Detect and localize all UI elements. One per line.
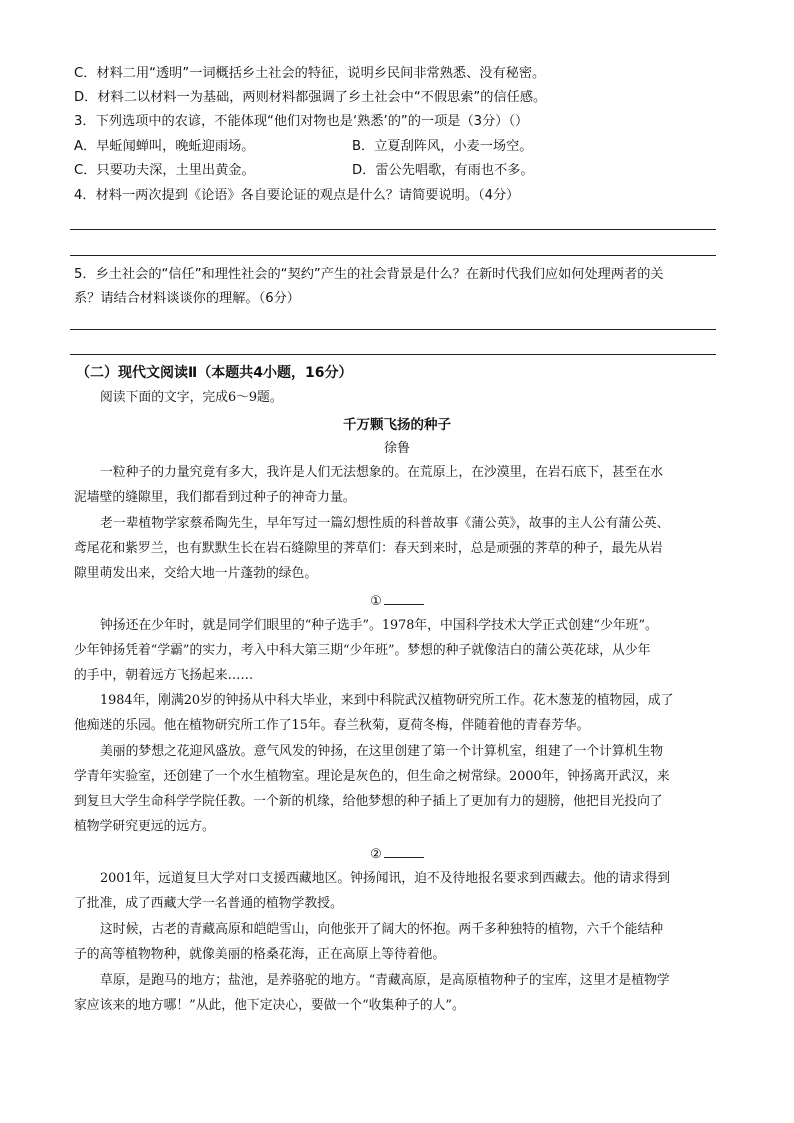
question-3-option-a: A．早蚯闻蝉叫，晚蚯迎雨场。 (74, 139, 255, 154)
question-3-option-c: C．只要功夫深，土里出黄金。 (74, 163, 255, 178)
paragraph-line: 了批准，成了西藏大学一名普通的植物学教授。 (74, 896, 343, 911)
paragraph-line: 少年钟扬凭着“学霸”的实力，考入中科大第三期“少年班”。梦想的种子就像洁白的蒲公英花球，从少年 (74, 643, 651, 658)
answer-line (70, 329, 716, 330)
question-4-stem: 4．材料一两次提到《论语》各自要论证的观点是什么？请简要说明。（4分） (74, 188, 520, 203)
paragraph-line: 隙里萌发出来，交给大地一片蓬勃的绿色。 (74, 566, 318, 581)
subheading-1 (0, 590, 794, 609)
paragraph-line: 鸢尾花和紫罗兰，也有默默生长在岩石缝隙里的荠草们：春天到来时，总是顽强的荠草的种子，最先从岩 (74, 541, 663, 556)
question-3-option-d: D．雷公先唱歌，有雨也不多。 (352, 163, 534, 178)
paragraph-line: 的手中，朝着远方飞扬起来…… (74, 668, 254, 683)
paragraph-line: 学青年实验室，还创建了一个水生植物室。理论是灰色的，但生命之树常绿。2000年，钟扬离开武汉，来 (74, 769, 670, 784)
passage-author: 徐鲁 (383, 441, 410, 456)
question-3-option-b: B．立夏刮阵风，小麦一场空。 (352, 139, 533, 154)
subheading-number: ② (370, 847, 382, 862)
question-3-stem: 3．下列选项中的农谚，不能体现“他们对物也是‘熟悉’的”的一项是（3分）（） (74, 114, 529, 129)
section-heading: （二）现代文阅读Ⅱ（本题共4小题，16分） (76, 365, 353, 381)
subheading-2 (0, 843, 794, 862)
paragraph-line: 2001年，远道复旦大学对口支援西藏地区。钟扬闻讯，迫不及待地报名要求到西藏去。他的请求得到 (100, 871, 671, 886)
question-2-option-c: C．材料二用“透明”一词概括乡土社会的特征，说明乡民间非常熟悉、没有秘密。 (74, 66, 546, 81)
question-5-stem-line-1: 5．乡土社会的“信任”和理性社会的“契约”产生的社会背景是什么？在新时代我们应如何处理两者的关 (74, 267, 664, 282)
paragraph-line: 这时候，古老的青藏高原和皑皑雪山，向他张开了阔大的怀抱。两千多种独特的植物，六千个能结种 (100, 922, 664, 937)
paragraph-line: 美丽的梦想之花迎风盛放。意气风发的钟扬，在这里创建了第一个计算机室，组建了一个计算机生物 (100, 744, 664, 759)
paragraph-line: 泥墙壁的缝隙里，我们都看到过种子的神奇力量。 (74, 490, 356, 505)
fill-in-blank (384, 590, 424, 605)
paragraph-line: 他痴迷的乐园。他在植物研究所工作了15年。春兰秋菊，夏荷冬梅，伴随着他的青春芳华。 (74, 718, 590, 733)
fill-in-blank (384, 843, 424, 858)
subheading-number: ① (370, 594, 382, 609)
paragraph-line: 老一辈植物学家蔡希陶先生，早年写过一篇幻想性质的科普故事《蒲公英》，故事的主人公有蒲公英、 (100, 516, 670, 531)
paragraph-line: 到复旦大学生命科学学院任教。一个新的机缘，给他梦想的种子插上了更加有力的翅膀，他把目光投向了 (74, 794, 663, 809)
answer-line (70, 255, 716, 256)
paragraph-line: 子的高等植物物种，就像美丽的格桑花海，正在高原上等待着他。 (74, 947, 446, 962)
question-2-option-d: D．材料二以材料一为基础，两则材料都强调了乡土社会中“不假思索”的信任感。 (74, 90, 547, 105)
question-5-stem-line-2: 系？请结合材料谈谈你的理解。（6分） (74, 291, 300, 306)
paragraph-line: 钟扬还在少年时，就是同学们眼里的“种子选手”。1978年，中国科学技术大学正式创建“少年班”。 (100, 618, 658, 633)
reading-instruction: 阅读下面的文字，完成6～9题。 (100, 390, 283, 405)
paragraph-line: 植物学研究更远的远方。 (74, 819, 215, 834)
paragraph-line: 草原，是跑马的地方；盐池，是养骆驼的地方。“青藏高原，是高原植物种子的宝库，这里才是植物学 (100, 973, 670, 988)
answer-line (70, 354, 716, 355)
answer-line (70, 229, 716, 230)
paragraph-line: 家应该来的地方哪！”从此，他下定决心，要做一个“收集种子的人”。 (74, 998, 465, 1013)
passage-title: 千万颗飞扬的种子 (343, 417, 451, 433)
paragraph-line: 一粒种子的力量究竟有多大，我许是人们无法想象的。在荒原上，在沙漠里，在岩石底下，甚至在水 (100, 465, 664, 480)
paragraph-line: 1984年，刚满20岁的钟扬从中科大毕业，来到中科院武汉植物研究所工作。花木葱茏的植物园，成了 (100, 693, 674, 708)
